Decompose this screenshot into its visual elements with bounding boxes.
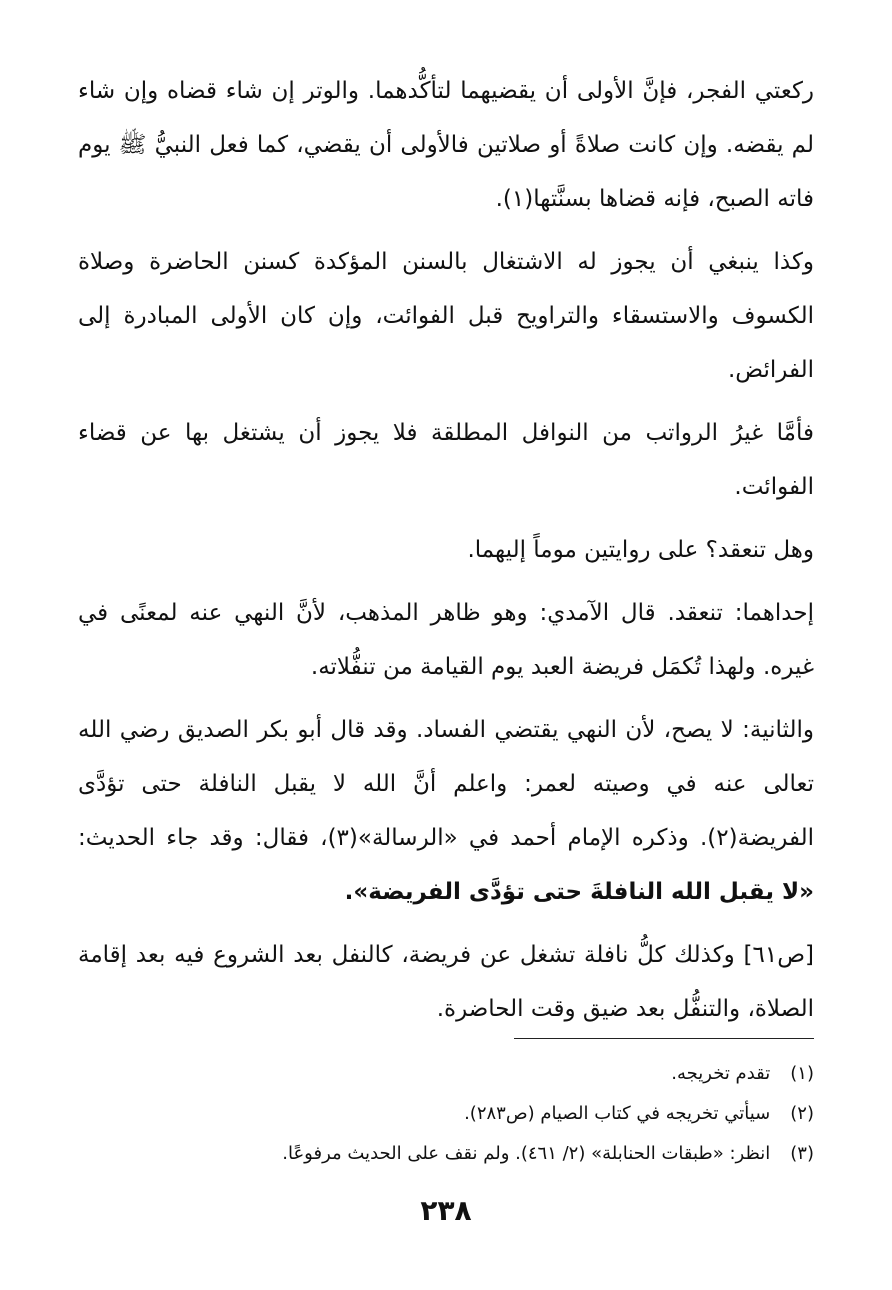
paragraph-7: [ص٦١] وكذلك كلُّ نافلة تشغل عن فريضة، كالنفل بعد الشروع فيه بعد إقامة الصلاة، والتنفُّل بعد ضيق وقت الحاضرة. [78,942,814,1022]
footnote-number: (٣) [790,1143,814,1164]
footnote-number: (٢) [790,1103,814,1124]
footnote-2 [78,1094,814,1134]
paragraph-3: فأمَّا غيرُ الرواتب من النوافل المطلقة فلا يجوز أن يشتغل بها عن قضاء الفوائت. [78,420,814,500]
footnote-text: تقدم تخريجه. [671,1063,771,1084]
paragraph-2: وكذا ينبغي أن يجوز له الاشتغال بالسنن المؤكدة كسنن الحاضرة وصلاة الكسوف والاستسقاء والتراويح قبل الفوائت، وإن كان الأولى المبادرة إلى الفرائض. [78,249,814,383]
paragraph-1: ركعتي الفجر، فإنَّ الأولى أن يقضيهما لتأكُّدهما. والوتر إن شاء قضاه وإن شاء لم يقضه. وإن كانت صلاةً أو صلاتين فالأولى أن يقضي، كما فعل النبيُّ ﷺ يوم فاته الصبح، فإنه قضاها بسنَّتها(١). [78,78,814,212]
footnote-number: (١) [790,1063,814,1084]
page-number: ٢٣٨ [420,1194,472,1227]
paragraph-4: وهل تنعقد؟ على روايتين موماً إليهما. [467,537,814,563]
footnote-text: انظر: «طبقات الحنابلة» (٢/ ٤٦١). ولم نقف على الحديث مرفوعًا. [282,1143,771,1164]
paragraph-6-text: والثانية: لا يصح، لأن النهي يقتضي الفساد. وقد قال أبو بكر الصديق رضي الله تعالى عنه في وصيته لعمر: واعلم أنَّ الله لا يقبل النافلة حتى تؤدَّى الفريضة(٢). وذكره الإمام أحمد في «الرسالة»(٣)، فقال: وقد جاء الحديث: [78,717,814,851]
footnote-1 [78,1054,814,1094]
footnote-separator [514,1038,814,1039]
footnote-3 [78,1134,814,1174]
paragraph-5: إحداهما: تنعقد. قال الآمدي: وهو ظاهر المذهب، لأنَّ النهي عنه لمعنًى في غيره. ولهذا تُكمَل فريضة العبد يوم القيامة من تنفُّلاته. [78,600,814,680]
paragraph-6 [78,703,814,919]
footnotes [78,1054,814,1174]
hadith-quote: «لا يقبل الله النافلةَ حتى تؤدَّى الفريضة». [344,879,814,905]
footnote-text: سيأتي تخريجه في كتاب الصيام (ص٢٨٣). [464,1103,771,1124]
page-body [78,64,814,1254]
